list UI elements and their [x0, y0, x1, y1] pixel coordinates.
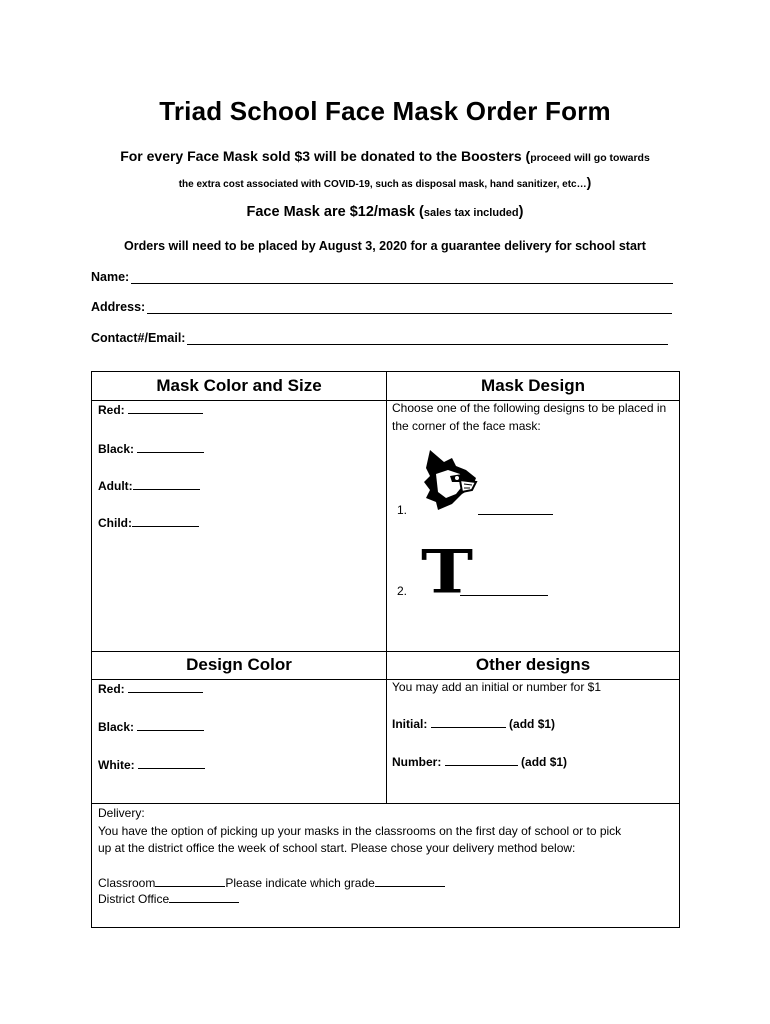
mask-black-label: Black:	[98, 442, 135, 456]
column-divider	[386, 372, 387, 804]
mask-red-blank[interactable]	[128, 402, 203, 414]
initial-fee: (add $1)	[509, 717, 556, 731]
row-divider-4	[92, 803, 679, 804]
mask-child-field[interactable]	[98, 515, 199, 530]
classroom-label: Classroom	[98, 876, 156, 890]
mask-color-size-heading: Mask Color and Size	[156, 376, 322, 395]
district-office-blank[interactable]	[169, 891, 239, 903]
initial-field[interactable]	[392, 716, 555, 731]
contact-field[interactable]	[91, 331, 668, 345]
donation-line-2	[0, 174, 770, 190]
order-table	[91, 371, 680, 928]
address-label: Address:	[91, 300, 146, 314]
number-field[interactable]	[392, 754, 567, 769]
mask-design-heading: Mask Design	[481, 376, 585, 395]
design-red-blank[interactable]	[128, 681, 203, 693]
donation-small-text: proceed will go towards	[530, 152, 650, 164]
mask-design-instructions: Choose one of the following designs to be placed in the corner of the face mask:	[392, 401, 667, 433]
donation-main-text: For every Face Mask sold $3 will be donated to the Boosters (	[120, 148, 531, 164]
design-color-heading: Design Color	[186, 655, 292, 674]
mask-black-field[interactable]	[98, 441, 204, 456]
design-option-1-blank[interactable]	[478, 503, 553, 515]
design-black-label: Black:	[98, 720, 135, 734]
address-input-line[interactable]	[147, 301, 672, 314]
design-white-field[interactable]	[98, 757, 205, 772]
name-label: Name:	[91, 270, 130, 284]
mask-adult-label: Adult:	[98, 479, 133, 493]
donation-close-paren: )	[586, 174, 592, 190]
other-designs-heading: Other designs	[475, 655, 591, 674]
mask-child-label: Child:	[98, 516, 132, 530]
cardinal-logo-icon	[422, 448, 480, 514]
number-blank[interactable]	[445, 754, 518, 766]
price-line	[0, 204, 770, 220]
classroom-blank[interactable]	[155, 875, 225, 887]
other-designs-note: You may add an initial or number for $1	[392, 680, 602, 694]
address-field[interactable]	[91, 300, 672, 314]
design-red-field[interactable]	[98, 681, 203, 696]
order-deadline: Orders will need to be placed by August 3, 2020 for a guarantee delivery for school start	[124, 239, 646, 253]
district-office-option[interactable]	[98, 890, 239, 908]
mask-black-blank[interactable]	[137, 441, 204, 453]
design-white-blank[interactable]	[138, 757, 205, 769]
mask-adult-blank[interactable]	[133, 478, 200, 490]
design-white-label: White:	[98, 758, 135, 772]
number-fee: (add $1)	[521, 755, 568, 769]
price-close-paren: )	[518, 204, 524, 220]
design-option-2[interactable]: 2.	[397, 584, 408, 598]
mask-child-blank[interactable]	[132, 515, 199, 527]
letter-t-logo-text: T	[420, 537, 474, 607]
letter-t-logo-icon	[420, 537, 474, 607]
design-option-2-blank[interactable]	[460, 584, 548, 596]
donation-line-1	[0, 148, 770, 164]
design-option-1[interactable]: 1.	[397, 503, 408, 517]
contact-input-line[interactable]	[187, 332, 668, 345]
design-black-blank[interactable]	[137, 719, 204, 731]
price-small-text: sales tax included	[423, 207, 519, 219]
grade-prompt: Please indicate which grade	[225, 876, 375, 890]
design-black-field[interactable]	[98, 719, 204, 734]
mask-red-label: Red:	[98, 403, 125, 417]
initial-label: Initial:	[392, 717, 428, 731]
mask-adult-field[interactable]	[98, 478, 200, 493]
initial-blank[interactable]	[431, 716, 506, 728]
district-office-label: District Office	[98, 892, 170, 906]
number-label: Number:	[392, 755, 442, 769]
mask-red-field[interactable]	[98, 402, 203, 417]
name-input-line[interactable]	[131, 271, 673, 284]
row-divider-2	[92, 651, 679, 652]
price-main-text: Face Mask are $12/mask (	[246, 204, 424, 220]
design-red-label: Red:	[98, 682, 125, 696]
name-field[interactable]	[91, 270, 673, 284]
delivery-heading: Delivery:	[98, 806, 145, 820]
grade-blank[interactable]	[375, 875, 445, 887]
donation-line2-text: the extra cost associated with COVID-19, such as disposal mask, hand sanitizer, etc…	[178, 179, 587, 190]
delivery-text-2: up at the district office the week of school start. Please chose your delivery method below:	[98, 841, 576, 855]
delivery-text-1: You have the option of picking up your masks in the classrooms on the first day of school or to pick	[98, 824, 622, 838]
form-title: Triad School Face Mask Order Form	[159, 96, 611, 126]
contact-label: Contact#/Email:	[91, 331, 186, 345]
